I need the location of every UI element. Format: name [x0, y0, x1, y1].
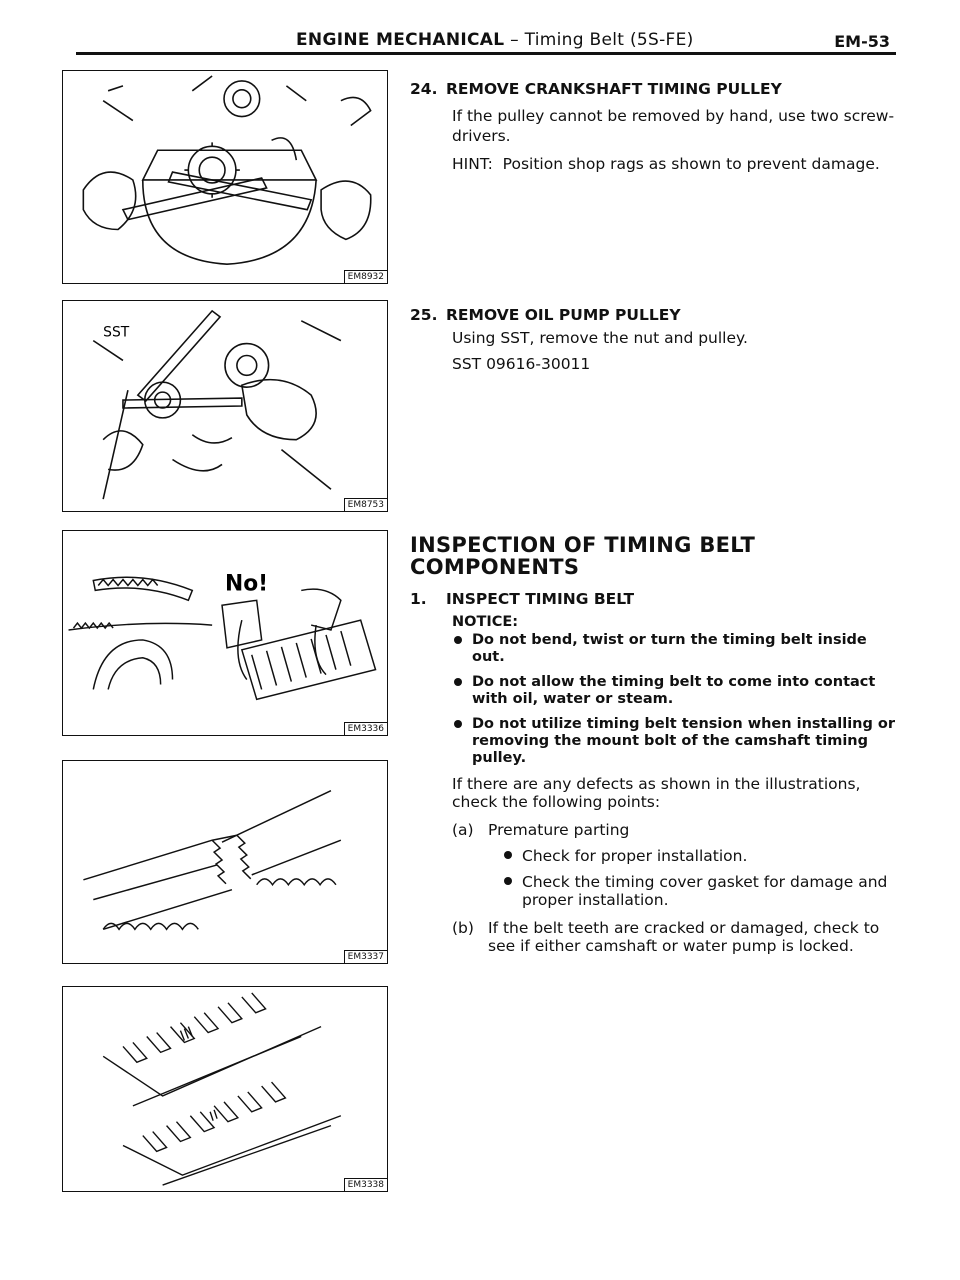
notice-bullet: Do not bend, twist or turn the timing belt inside out.: [452, 632, 900, 666]
figure-premature-parting: [62, 760, 388, 964]
page-number: EM-53: [834, 32, 890, 51]
figure-oil-pump-pulley: [62, 300, 388, 512]
illustration-oil-pump-pulley: [63, 301, 387, 511]
step-25-title: 25. REMOVE OIL PUMP PULLEY: [410, 306, 681, 324]
header-title: ENGINE MECHANICAL – Timing Belt (5S-FE): [296, 30, 694, 50]
notice-bullet: Do not utilize timing belt tension when installing or removing the mount bolt of the camshaft timing pulley.: [452, 716, 900, 767]
step-25-sst: SST 09616-30011: [452, 355, 591, 373]
step-25: [410, 306, 900, 374]
figure-code: EM8753: [344, 498, 388, 512]
step-24: [410, 80, 900, 174]
inspection-intro: If there are any defects as shown in the illustrations, check the following points:: [452, 775, 861, 811]
step-25-text: Using SST, remove the nut and pulley.: [452, 329, 748, 347]
notice-bullet: Do not allow the timing belt to come into contact with oil, water or steam.: [452, 674, 900, 708]
illustration-premature-parting: [63, 761, 387, 963]
notice-label: NOTICE:: [452, 614, 519, 630]
inspection-section: [410, 534, 900, 955]
illustration-cracked-teeth: [63, 987, 387, 1191]
illustration-crankshaft-pulley: [63, 71, 387, 283]
no-label: No!: [224, 571, 269, 597]
header-rule: [76, 52, 896, 55]
check-item-b: (b) If the belt teeth are cracked or damaged, check to see if either camshaft or water pump is locked.: [452, 919, 880, 955]
check-item-a: (a) Premature parting: [452, 821, 630, 839]
section-title: INSPECTION OF TIMING BELT COMPONENTS: [410, 533, 756, 579]
check-bullet: Check for proper installation.: [502, 847, 900, 865]
figure-crankshaft-pulley: [62, 70, 388, 284]
figure-cracked-teeth: [62, 986, 388, 1192]
figure-code: EM3337: [344, 950, 388, 964]
figure-code: EM3336: [344, 722, 388, 736]
page-header: [76, 28, 896, 54]
step-24-text: If the pulley cannot be removed by hand, use two screw-drivers.: [452, 107, 895, 145]
step-24-hint: HINT: Position shop rags as shown to prevent damage.: [452, 155, 880, 173]
figure-belt-handling: [62, 530, 388, 736]
step-24-title: 24. REMOVE CRANKSHAFT TIMING PULLEY: [410, 80, 782, 98]
sst-label: SST: [103, 324, 130, 341]
figure-code: EM8932: [344, 270, 388, 284]
check-bullet: Check the timing cover gasket for damage and proper installation.: [502, 873, 900, 909]
illustration-belt-handling: [63, 531, 387, 735]
inspect-step-title: 1. INSPECT TIMING BELT: [410, 590, 635, 608]
figure-code: EM3338: [344, 1178, 388, 1192]
